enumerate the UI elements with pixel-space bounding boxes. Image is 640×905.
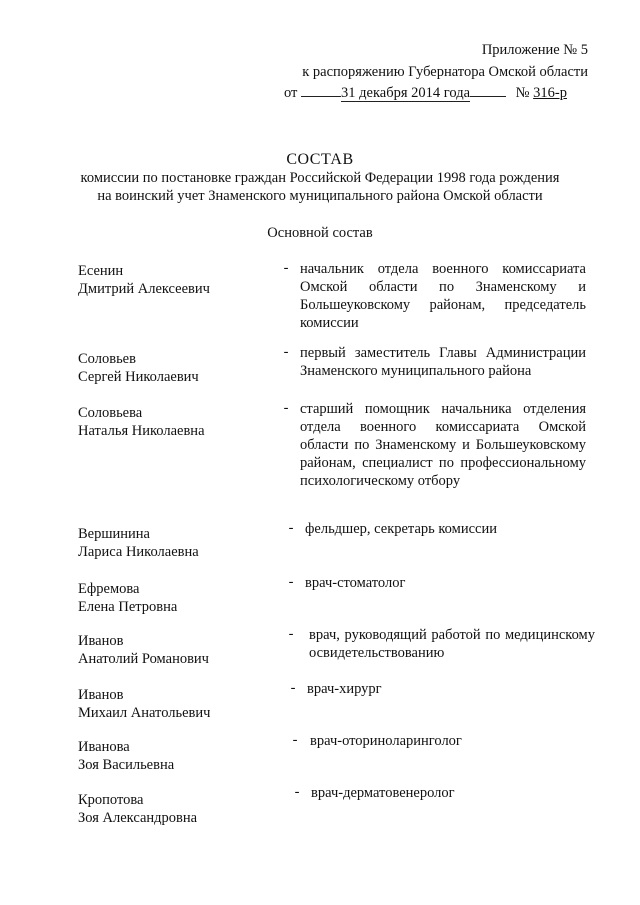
- order-number: 316-р: [533, 85, 567, 101]
- member-given-names: Наталья Николаевна: [78, 423, 205, 439]
- member-given-names: Михаил Анатольевич: [78, 705, 211, 721]
- member-role: начальник отдела военного комиссариата Омской области по Знаменскому и Большеуковскому районам, председатель комиссии: [300, 261, 586, 331]
- dash: -: [288, 626, 294, 642]
- member-role: врач, руководящий работой по медицинскому освидетельствованию: [309, 627, 595, 661]
- member-name: [78, 580, 268, 616]
- member-role: старший помощник начальника отделения отдела военного комиссариата Омской области по Знаменскому и Большеуковскому районам, специалист по профессиональному психологическому отбору: [300, 401, 586, 489]
- order-date-line: [284, 82, 567, 102]
- member-name: [78, 632, 268, 668]
- member-role: врач-стоматолог: [305, 575, 406, 591]
- member-name: [78, 791, 268, 827]
- member-name: [78, 738, 268, 774]
- doc-title: СОСТАВ: [286, 151, 354, 168]
- appendix-label: Приложение № 5: [481, 42, 588, 58]
- member-given-names: Дмитрий Алексеевич: [78, 281, 210, 297]
- section-heading: Основной состав: [267, 225, 373, 241]
- doc-subtitle-2: на воинский учет Знаменского муниципального района Омской области: [97, 188, 543, 204]
- member-surname: Соловьева: [78, 405, 143, 421]
- blank-line: [301, 82, 341, 97]
- member-name: [78, 350, 268, 386]
- member-surname: Иванова: [78, 739, 130, 755]
- doc-subtitle-1: комиссии по постановке граждан Российской Федерации 1998 года рождения: [80, 170, 560, 186]
- member-name: [78, 686, 268, 722]
- member-given-names: Сергей Николаевич: [78, 369, 199, 385]
- dash: -: [288, 574, 294, 590]
- member-surname: Иванов: [78, 687, 124, 703]
- member-given-names: Зоя Александровна: [78, 810, 198, 826]
- dash: -: [294, 784, 300, 800]
- member-surname: Ефремова: [78, 581, 140, 597]
- blank-line: [470, 82, 506, 97]
- member-name: [78, 525, 268, 561]
- number-label: №: [515, 85, 530, 101]
- member-surname: Кропотова: [78, 792, 144, 808]
- member-given-names: Зоя Васильевна: [78, 757, 175, 773]
- member-given-names: Лариса Николаевна: [78, 544, 199, 560]
- member-role: врач-хирург: [307, 681, 382, 697]
- member-surname: Вершинина: [78, 526, 150, 542]
- member-name: [78, 404, 268, 440]
- member-surname: Есенин: [78, 263, 124, 279]
- dash: -: [288, 520, 294, 536]
- member-surname: Иванов: [78, 633, 124, 649]
- member-given-names: Анатолий Романович: [78, 651, 209, 667]
- member-surname: Соловьев: [78, 351, 136, 367]
- order-reference: к распоряжению Губернатора Омской области: [302, 64, 588, 80]
- member-name: [78, 262, 268, 298]
- dash: -: [283, 260, 289, 276]
- dash: -: [283, 400, 289, 416]
- from-label: от: [284, 85, 298, 101]
- member-role: врач-оториноларинголог: [310, 733, 462, 749]
- dash: -: [290, 680, 296, 696]
- order-date: 31 декабря 2014 года: [341, 85, 471, 101]
- member-role: врач-дерматовенеролог: [311, 785, 455, 801]
- member-role: фельдшер, секретарь комиссии: [305, 521, 497, 537]
- member-role: первый заместитель Главы Администрации Знаменского муниципального района: [300, 345, 586, 379]
- dash: -: [292, 732, 298, 748]
- dash: -: [283, 344, 289, 360]
- member-given-names: Елена Петровна: [78, 599, 178, 615]
